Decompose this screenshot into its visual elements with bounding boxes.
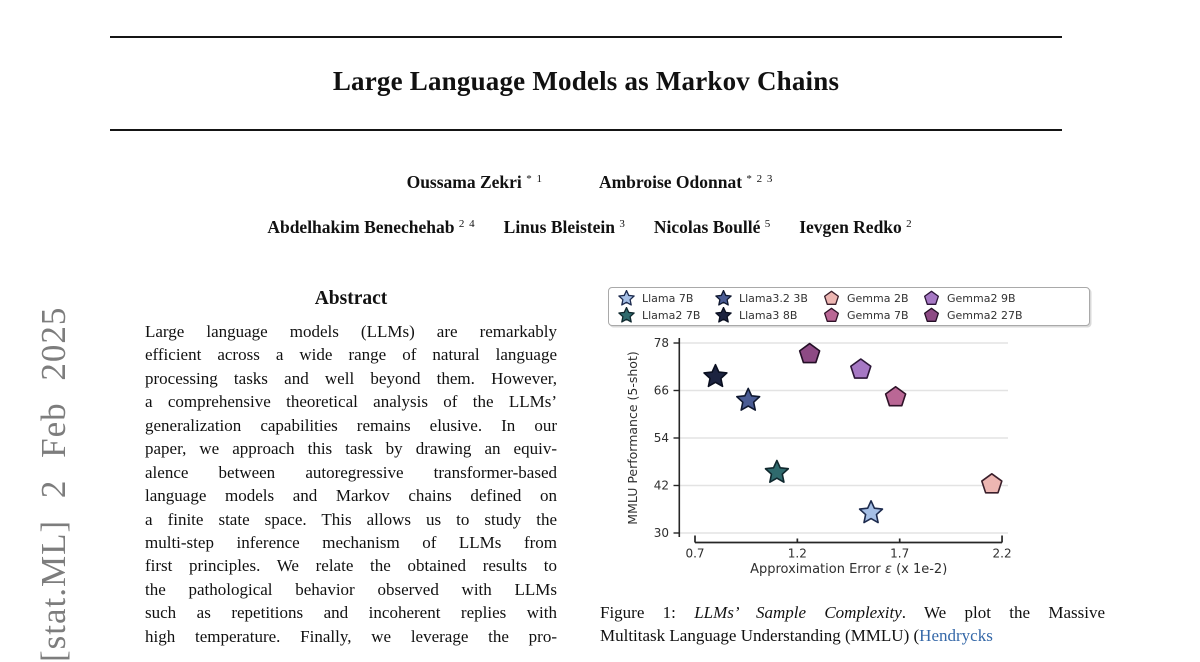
legend-item xyxy=(823,290,923,307)
star-icon xyxy=(618,290,635,307)
caption-prefix: Figure 1: xyxy=(600,603,695,622)
pentagon-icon xyxy=(923,307,940,324)
legend-label: Gemma2 27B xyxy=(947,309,1023,322)
star-icon xyxy=(618,307,635,324)
pentagon-icon xyxy=(923,290,940,307)
caption-line-1 xyxy=(600,601,1105,624)
data-point-llama3-2-3b xyxy=(737,388,760,410)
legend-label: Llama 7B xyxy=(642,292,694,305)
figure-caption xyxy=(600,601,1105,647)
legend-marker xyxy=(825,291,839,304)
legend-item xyxy=(715,307,823,324)
legend-item xyxy=(923,290,1087,307)
x-tick-label: 1.2 xyxy=(787,546,807,561)
legend-marker xyxy=(716,291,731,305)
x-axis-label: Approximation Error ε (x 1e-2) xyxy=(750,562,948,577)
legend-marker xyxy=(619,308,634,322)
caption-rest: . We plot the Massive xyxy=(901,603,1105,622)
x-tick-label: 0.7 xyxy=(685,546,705,561)
data-point-gemma-7b xyxy=(886,387,906,406)
abstract-line: a finite state space. This allows us to study the xyxy=(145,509,557,529)
header-bottom-rule xyxy=(110,129,1062,131)
abstract-heading: Abstract xyxy=(314,288,388,309)
author-name: Ievgen Redko $^2$ xyxy=(799,217,913,237)
abstract-line: efficient across a wide range of natural language xyxy=(145,345,557,365)
x-tick-label: 2.2 xyxy=(992,546,1012,561)
data-point-llama3-8b xyxy=(704,365,727,387)
legend-marker xyxy=(619,291,634,305)
author-name: Abdelhakim Benechehab $^{2 4}$ xyxy=(267,217,476,237)
data-point-gemma2-9b xyxy=(851,359,871,378)
y-tick-label: 54 xyxy=(653,431,669,446)
legend-label: Llama3 8B xyxy=(739,309,798,322)
author-affiliation-sup: * 1 xyxy=(526,173,543,185)
legend-marker xyxy=(925,308,939,321)
y-tick-label: 78 xyxy=(653,336,669,351)
author-affiliation-sup: 2 xyxy=(906,218,913,230)
abstract-line: first principles. We relate the obtained results to xyxy=(145,556,557,576)
abstract-line: such as repetitions and incoherent replies with xyxy=(145,603,557,623)
authors-row-1 xyxy=(60,172,1120,193)
author-affiliation-sup: 5 xyxy=(764,218,772,230)
citation-link-hendrycks[interactable]: Hendrycks xyxy=(919,626,993,645)
y-tick-label: 30 xyxy=(653,526,669,541)
legend-item xyxy=(923,307,1087,324)
abstract-line: high temperature. Finally, we leverage the pro- xyxy=(145,626,557,646)
caption-line2-text: Multitask Language Understanding (MMLU) ( xyxy=(600,626,920,645)
abstract-line: processing tasks and well beyond them. However, xyxy=(145,368,557,388)
legend-marker xyxy=(925,291,939,304)
star-icon xyxy=(715,307,732,324)
caption-line-2 xyxy=(600,624,1105,647)
abstract-line: Large language models (LLMs) are remarkably xyxy=(145,322,557,341)
data-point-llama-7b xyxy=(860,501,883,523)
abstract-line: a comprehensive theoretical analysis of the LLMs’ xyxy=(145,392,557,412)
data-point-llama2-7b xyxy=(765,460,788,482)
star-icon xyxy=(715,290,732,307)
authors-row-2 xyxy=(60,217,1120,238)
legend-marker xyxy=(825,308,839,321)
author-name: Linus Bleistein $^3$ xyxy=(503,217,626,237)
y-tick-label: 42 xyxy=(653,478,669,493)
header-top-rule xyxy=(110,36,1062,38)
figure-legend xyxy=(608,287,1090,326)
legend-item xyxy=(618,290,715,307)
author-affiliation-sup: 3 xyxy=(619,218,626,230)
abstract-body xyxy=(145,320,557,648)
author-affiliation-sup: * 2 3 xyxy=(746,173,774,185)
author-affiliation-sup: 2 4 xyxy=(458,218,476,230)
data-point-gemma-2b xyxy=(982,474,1002,493)
legend-item xyxy=(618,307,715,324)
arxiv-watermark: [stat.ML] 2 Feb 2025 xyxy=(34,306,73,662)
legend-marker xyxy=(716,308,731,322)
abstract-line: alence between autoregressive transformer-based xyxy=(145,462,557,482)
abstract-line: generalization capabilities remains elusive. In our xyxy=(145,415,557,435)
legend-label: Llama3.2 3B xyxy=(739,292,808,305)
pentagon-icon xyxy=(823,307,840,324)
abstract-line: paper, we approach this task by drawing an equiv- xyxy=(145,439,557,459)
mmlu-scatter-plot xyxy=(600,330,1200,588)
legend-item xyxy=(823,307,923,324)
y-axis-label: MMLU Performance (5-shot) xyxy=(625,351,640,525)
y-tick-label: 66 xyxy=(653,383,669,398)
x-tick-label: 1.7 xyxy=(890,546,910,561)
legend-label: Gemma2 9B xyxy=(947,292,1016,305)
legend-item xyxy=(715,290,823,307)
author-name: Nicolas Boullé $^5$ xyxy=(653,217,772,237)
abstract-line: multi-step inference mechanism of LLMs from xyxy=(145,532,557,552)
abstract-line: language models and Markov chains defined on xyxy=(145,486,557,506)
legend-label: Gemma 2B xyxy=(847,292,909,305)
caption-italic-title: LLMs’ Sample Complexity xyxy=(694,603,902,622)
legend-label: Llama2 7B xyxy=(642,309,701,322)
author-name: Ambroise Odonnat $^{* 2 3}$ xyxy=(598,172,774,192)
abstract-line: the pathological behavior observed with LLMs xyxy=(145,579,557,599)
paper-title: Large Language Models as Markov Chains xyxy=(332,66,840,96)
data-point-gemma2-27b xyxy=(800,344,820,363)
author-name: Oussama Zekri $^{* 1}$ xyxy=(406,172,543,192)
pentagon-icon xyxy=(823,290,840,307)
legend-label: Gemma 7B xyxy=(847,309,909,322)
